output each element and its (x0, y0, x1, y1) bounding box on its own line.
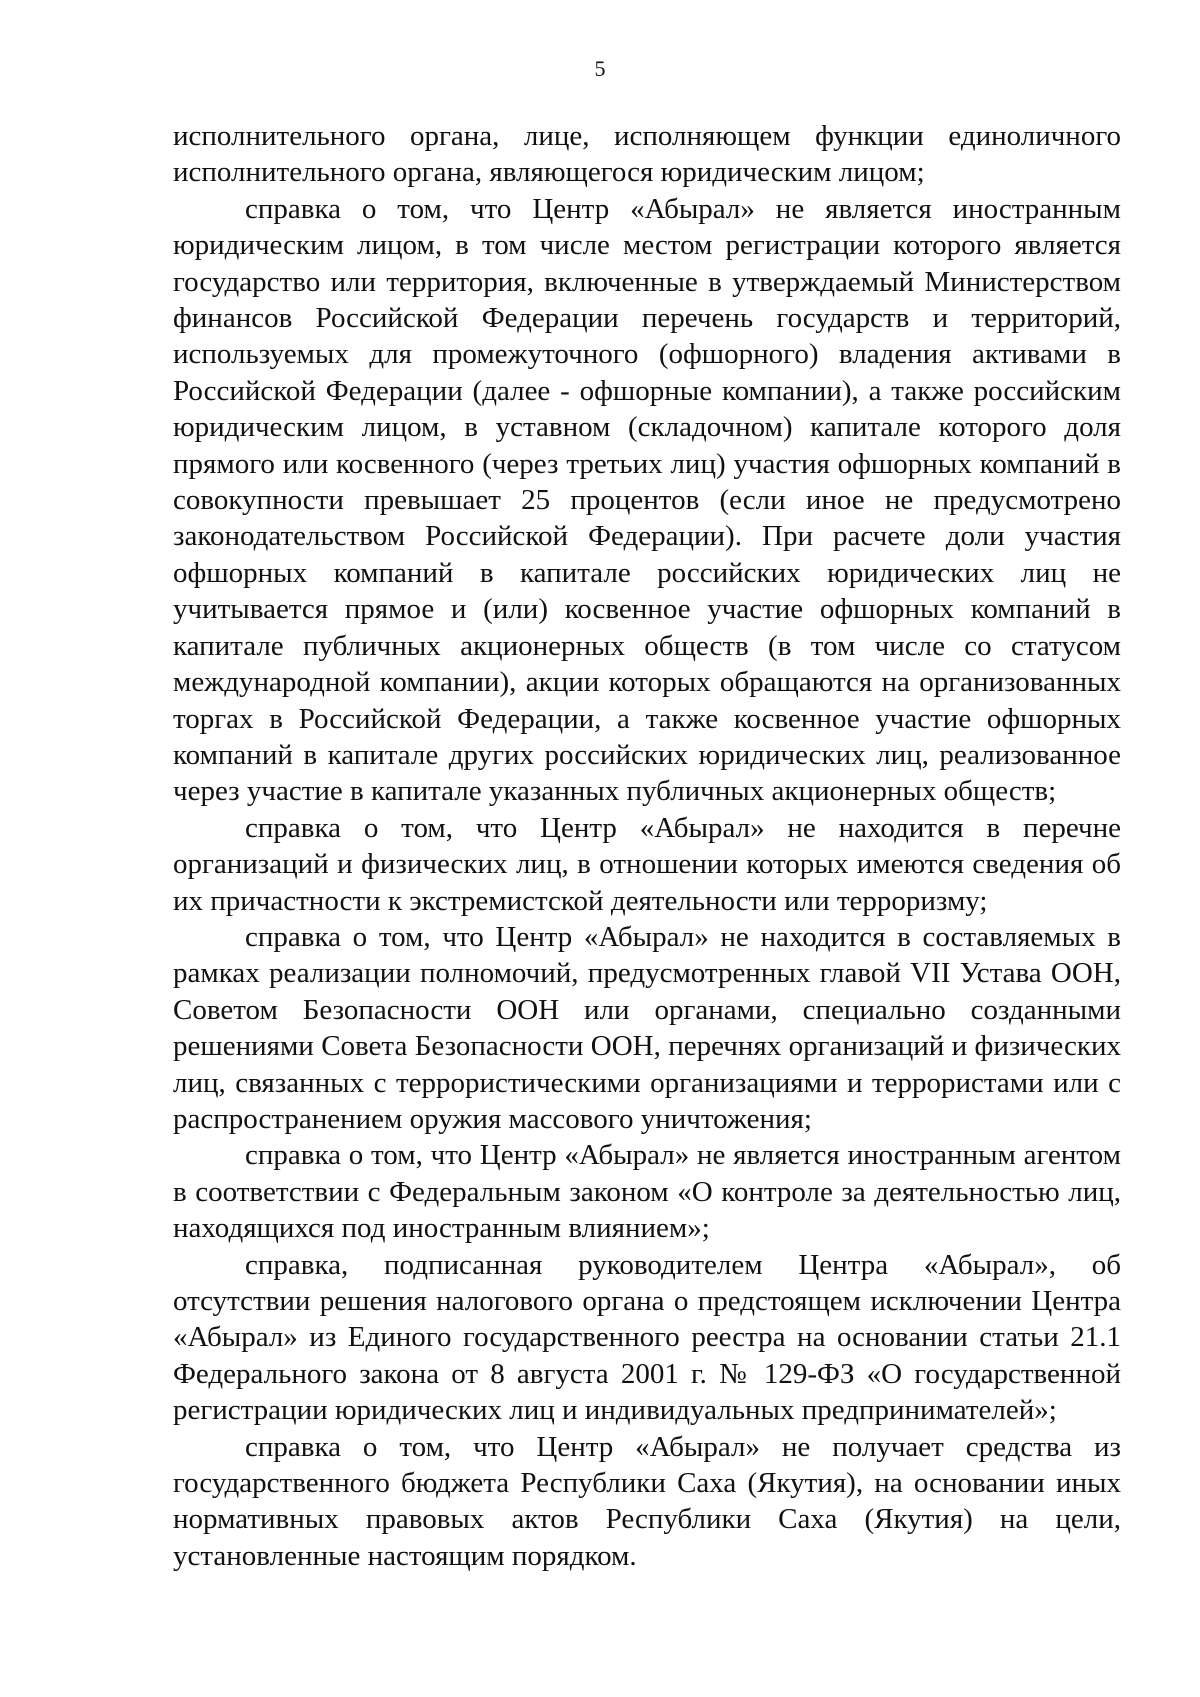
page-number: 5 (594, 56, 606, 81)
paragraph-extremism-certificate: справка о том, что Центр «Абырал» не находится в перечне организаций и физических лиц, в отношении которых имеются сведения об их причастности к экстремистской деятельности или терроризму; (173, 811, 1121, 917)
paragraph-offshore-certificate: справка о том, что Центр «Абырал» не является иностранным юридическим лицом, в том числе местом регистрации которого является государство или территория, включенные в утверждаемый Министерством финансов Российской Федерации перечень государств и территорий, используемых для промежуточного (офшорного) владения активами в Российской Федерации (далее - офшорные компании), а также российским юридическим лицом, в уставном (складочном) капитале которого доля прямого или косвенного (через третьих лиц) участия офшорных компаний в совокупности превышает 25 процентов (если иное не предусмотрено законодательством Российской Федерации). При расчете доли участия офшорных компаний в капитале российских юридических лиц не учитывается прямое и (или) косвенное участие офшорных компаний в капитале публичных акционерных обществ (в том числе со статусом международной компании), акции которых обращаются на организованных торгах в Российской Федерации, а также косвенное участие офшорных компаний в капитале других российских юридических лиц, реализованное через участие в капитале указанных публичных акционерных обществ; (173, 192, 1121, 808)
paragraph-foreign-agent-certificate: справка о том, что Центр «Абырал» не является иностранным агентом в соответствии с Федеральным законом «О контроле за деятельностью лиц, находящихся под иностранным влиянием»; (173, 1139, 1121, 1245)
paragraph-budget-funds-certificate: справка о том, что Центр «Абырал» не получает средства из государственного бюджета Республики Саха (Якутия), на основании иных нормативных правовых актов Республики Саха (Якутия) на цели, установленные настоящим порядком. (173, 1430, 1121, 1572)
paragraph-registry-exclusion-certificate: справка, подписанная руководителем Центра «Абырал», об отсутствии решения налогового органа о предстоящем исключении Центра «Абырал» из Единого государственного реестра на основании статьи 21.1 Федерального закона от 8 августа 2001 г. № 129-ФЗ «О государственной регистрации юридических лиц и индивидуальных предпринимателей»; (173, 1248, 1121, 1427)
paragraph-continuation: исполнительного органа, лице, исполняющем функции единоличного исполнительного органа, являющегося юридическим лицом; (173, 120, 1121, 189)
paragraph-un-lists-certificate: справка о том, что Центр «Абырал» не находится в составляемых в рамках реализации полномочий, предусмотренных главой VII Устава ООН, Советом Безопасности ООН или органами, специально созданными решениями Совета Безопасности ООН, перечнях организаций и физических лиц, связанных с террористическими организациями и террористами или с распространением оружия массового уничтожения; (173, 920, 1121, 1135)
document-body (173, 118, 1121, 1574)
